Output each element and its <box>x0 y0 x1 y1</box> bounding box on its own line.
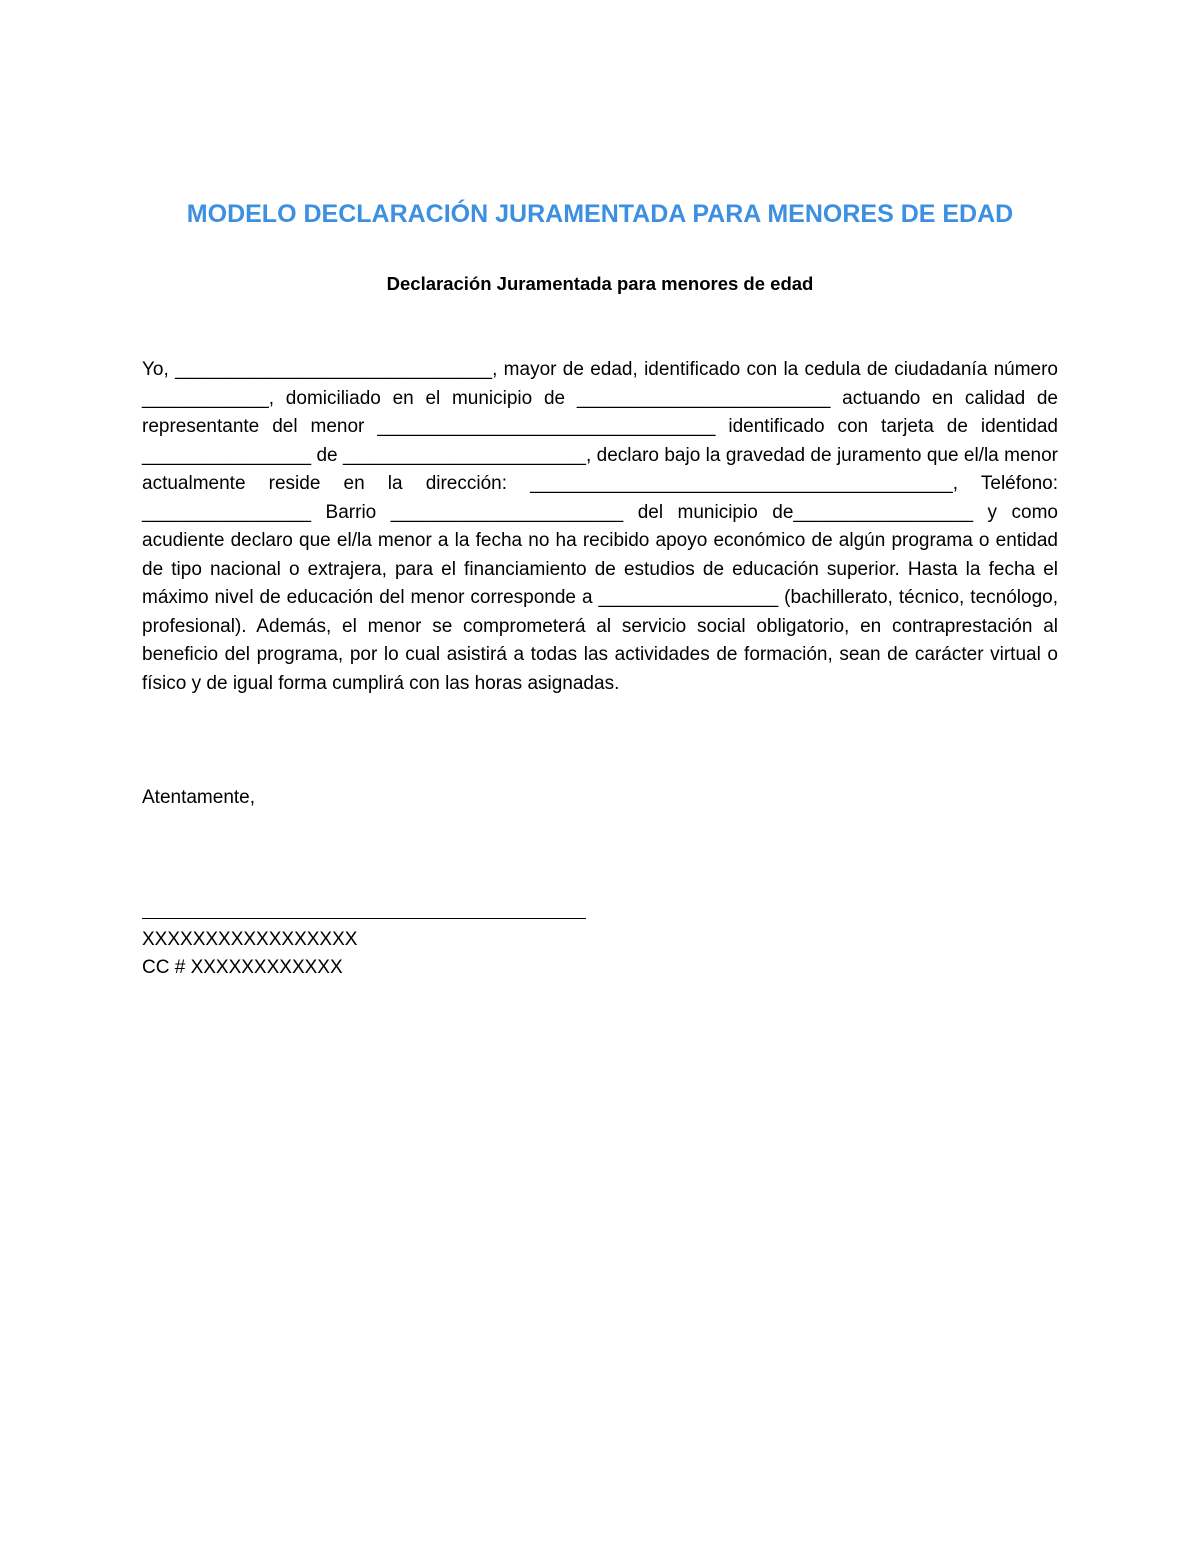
document-subtitle: Declaración Juramentada para menores de edad <box>386 273 814 294</box>
closing-salutation: Atentamente, <box>142 787 256 808</box>
document-title: MODELO DECLARACIÓN JURAMENTADA PARA MENORES DE EDAD <box>186 200 1014 228</box>
signer-name: XXXXXXXXXXXXXXXXX <box>142 929 358 950</box>
declaration-body: Yo, ______________________________, mayor de edad, identificado con la cedula de ciudadanía número ____________, domiciliado en el municipio de ________________________ actuando en calidad de representante del menor ________________________________ identificado con tarjeta de identidad ________________ de _______________________, declaro bajo la gravedad de juramento que el/la menor actualmente reside en la dirección: ________________________________________, Teléfono: ________________ Barrio ______________________ del municipio de_________________ y como acudiente declaro que el/la menor a la fecha no ha recibido apoyo económico de algún programa o entidad de tipo nacional o extrajera, para el financiamiento de estudios de educación superior. Hasta la fecha el máximo nivel de educación del menor corresponde a _________________ (bachillerato, técnico, tecnólogo, profesional). Además, el menor se comprometerá al servicio social obligatorio, en contraprestación al beneficio del programa, por lo cual asistirá a todas las actividades de formación, sean de carácter virtual o físico y de igual forma cumplirá con las horas asignadas. <box>142 359 1058 694</box>
signature-line <box>142 918 586 919</box>
signer-id: CC # XXXXXXXXXXXX <box>142 957 343 978</box>
